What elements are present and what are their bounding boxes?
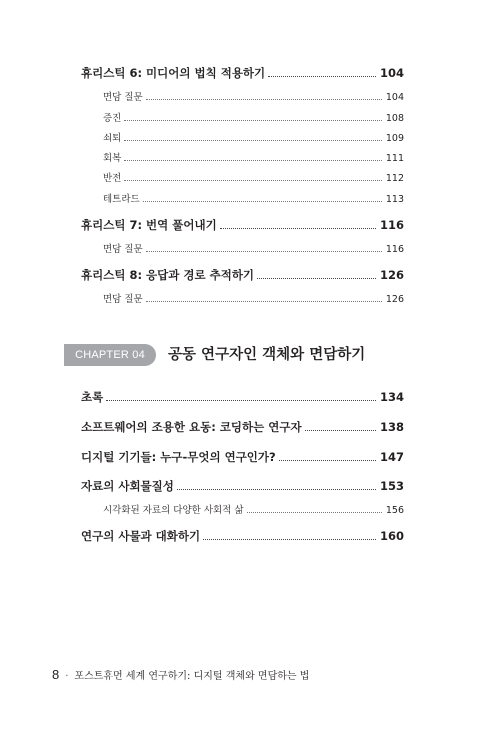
dot-leader [143, 201, 382, 202]
chapter-title[interactable]: 공동 연구자인 객체와 면담하기 [168, 347, 366, 363]
toc-subentry[interactable] [103, 150, 404, 164]
toc-subentry-title: 회복 [103, 153, 122, 164]
toc-entry-page: 138 [379, 420, 404, 434]
dot-leader [279, 460, 376, 461]
toc-subentry-title: 면담 질문 [103, 294, 143, 305]
dot-leader [146, 301, 382, 302]
toc-entry[interactable] [81, 217, 404, 233]
chapter-label-badge [64, 344, 156, 366]
toc-entry-page: 126 [379, 268, 404, 282]
toc-entry-title: 연구의 사물과 대화하기 [81, 529, 201, 543]
toc-subentry[interactable] [103, 170, 404, 184]
toc-subentry-page: 126 [385, 294, 404, 305]
toc-subentry-page: 112 [385, 173, 404, 184]
dot-leader [124, 140, 382, 141]
toc-entry[interactable] [81, 389, 404, 405]
toc-entry-page: 116 [379, 218, 404, 232]
toc-entry-title: 휴리스틱 8: 응답과 경로 추적하기 [81, 268, 255, 282]
toc-subentry-title: 쇠퇴 [103, 133, 122, 144]
dot-leader [220, 228, 376, 229]
running-book-title: 포스트휴먼 세계 연구하기: 디지털 객체와 면담하는 법 [74, 671, 310, 682]
dot-leader [106, 400, 376, 401]
dot-leader [247, 512, 382, 513]
toc-subentry[interactable] [103, 241, 404, 255]
toc-entry-page: 160 [379, 529, 404, 543]
toc-subentry[interactable] [103, 191, 404, 205]
dot-leader [177, 489, 376, 490]
footer-separator: · [65, 671, 69, 682]
page-footer [52, 667, 309, 682]
toc-entry[interactable] [81, 528, 404, 544]
toc-subentry-title: 테트라드 [103, 194, 140, 205]
dot-leader [124, 120, 382, 121]
toc-entry-title: 초록 [81, 390, 104, 404]
dot-leader [146, 251, 382, 252]
toc-entry[interactable] [81, 478, 404, 494]
dot-leader [268, 76, 376, 77]
toc-subentry[interactable] [103, 130, 404, 144]
toc-entry-page: 147 [379, 450, 404, 464]
toc-entry-title: 휴리스틱 7: 번역 풀어내기 [81, 218, 217, 232]
toc-entry-title: 휴리스틱 6: 미디어의 법칙 적용하기 [81, 66, 266, 80]
toc-entry[interactable] [81, 65, 404, 81]
dot-leader [257, 278, 376, 279]
toc-entry-page: 134 [379, 390, 404, 404]
toc-subentry-title: 시각화된 자료의 다양한 사회적 삶 [103, 505, 244, 516]
toc-entry-title: 소프트웨어의 조용한 요동: 코딩하는 연구자 [81, 420, 302, 434]
toc-subentry[interactable] [103, 89, 404, 103]
chapter-label: CHAPTER 04 [75, 349, 145, 361]
toc-entry[interactable] [81, 419, 404, 435]
dot-leader [305, 430, 376, 431]
page-number: 8 [52, 667, 60, 682]
toc-entry-page: 153 [379, 479, 404, 493]
toc-subentry-title: 증진 [103, 113, 122, 124]
toc-entry[interactable] [81, 267, 404, 283]
dot-leader [203, 539, 376, 540]
toc-subentry-page: 108 [385, 113, 404, 124]
toc-subentry-title: 면담 질문 [103, 92, 143, 103]
toc-subentry-page: 156 [385, 505, 404, 516]
toc-subentry-page: 111 [385, 153, 404, 164]
toc-subentry[interactable] [103, 291, 404, 305]
dot-leader [146, 99, 382, 100]
toc-entry-page: 104 [379, 66, 404, 80]
dot-leader [124, 180, 382, 181]
toc-entry-title: 자료의 사회물질성 [81, 479, 174, 493]
toc-subentry-page: 109 [385, 133, 404, 144]
toc-subentry-page: 104 [385, 92, 404, 103]
toc-entry-title: 디지털 기기들: 누구-무엇의 연구인가? [81, 450, 276, 464]
toc-subentry-page: 116 [385, 244, 404, 255]
toc-entry[interactable] [81, 449, 404, 465]
toc-subentry[interactable] [103, 502, 404, 516]
toc-subentry-page: 113 [385, 194, 404, 205]
dot-leader [124, 160, 382, 161]
toc-subentry-title: 면담 질문 [103, 244, 143, 255]
toc-subentry-title: 반전 [103, 173, 122, 184]
toc-subentry[interactable] [103, 110, 404, 124]
